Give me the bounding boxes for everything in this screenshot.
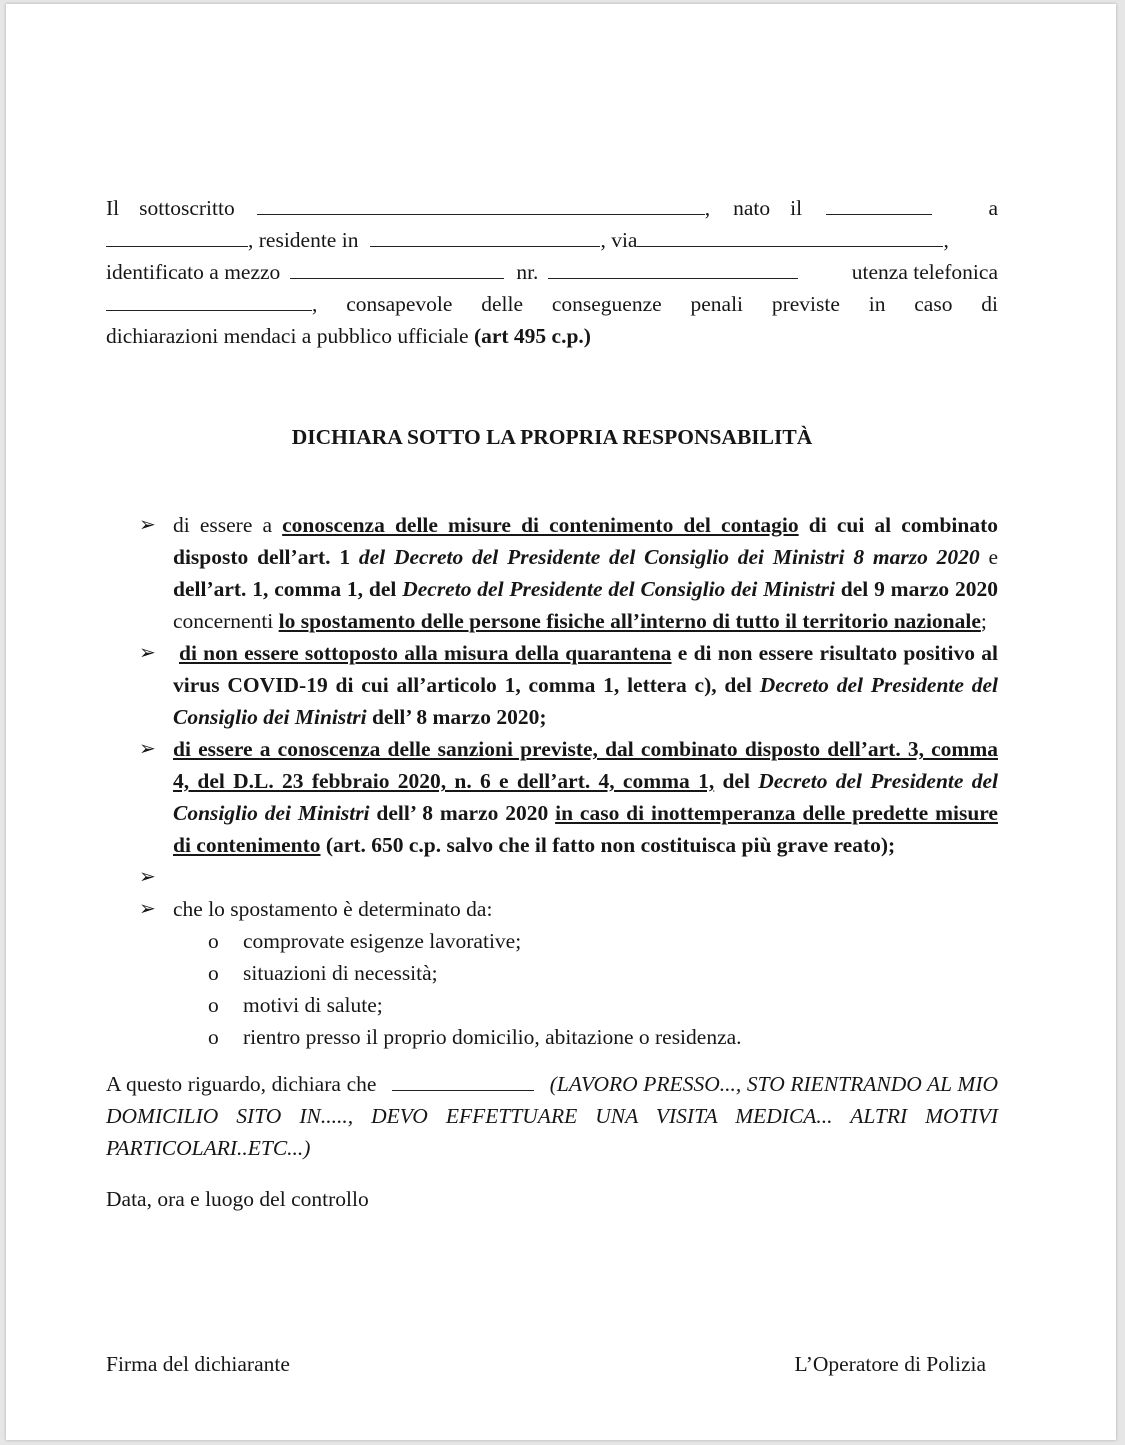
arrow-bullet-icon: ➢ — [139, 514, 156, 536]
reason-option[interactable] — [106, 925, 998, 957]
reason-label: rientro presso il proprio domicilio, abitazione o residenza. — [243, 1025, 742, 1049]
reason-label: situazioni di necessità; — [243, 961, 438, 985]
intro-word: , — [943, 228, 949, 252]
item-text: Decreto del Presidente del Consiglio dei Ministri — [173, 673, 998, 729]
reason-intro: A questo riguardo, dichiara che — [106, 1072, 377, 1096]
intro-word: Il — [106, 196, 120, 220]
birth-date-field[interactable] — [826, 195, 932, 215]
reason-sublist — [106, 925, 998, 1053]
item-text: Decreto del Presidente del Consiglio dei Ministri — [173, 769, 998, 825]
birth-place-field[interactable] — [106, 227, 248, 247]
circle-bullet-icon: o — [208, 993, 219, 1017]
arrow-bullet-icon: ➢ — [139, 642, 156, 664]
item-text: del — [714, 769, 759, 793]
intro-word: identificato a mezzo — [106, 260, 281, 284]
name-field[interactable] — [257, 195, 705, 215]
intro-word: il — [790, 196, 803, 220]
reason-examples: (LAVORO PRESSO..., STO RIENTRANDO AL MIO DOMICILIO SITO IN....., DEVO EFFETTUARE UNA VISITA MEDICA... ALTRI MOTIVI PARTICOLARI..ETC...) — [106, 1072, 999, 1160]
item-text: dell’ 8 marzo 2020; — [366, 705, 547, 729]
item-text: di cui al combinato disposto dell’art. 1 — [173, 513, 998, 569]
phone-field[interactable] — [106, 291, 312, 311]
intro-word: nato — [733, 196, 771, 220]
circle-bullet-icon: o — [208, 1025, 219, 1049]
list-item-empty — [106, 861, 998, 893]
intro-word: nr. — [516, 260, 539, 284]
item-text: di essere a — [173, 513, 283, 537]
arrow-bullet-icon: ➢ — [139, 866, 156, 888]
item-text: di essere a conoscenza delle sanzioni previste, dal combinato disposto dell’art. 3, comma 4, del D.L. 23 febbraio 2020, n. 6 e dell’art. 4, comma 1, — [173, 737, 998, 793]
arrow-bullet-icon: ➢ — [139, 738, 156, 760]
control-date-label: Data, ora e luogo del controllo — [106, 1187, 369, 1211]
item-text: conoscenza delle misure di contenimento del contagio — [282, 513, 799, 537]
item-text: ; — [980, 609, 987, 633]
residence-field[interactable] — [370, 227, 600, 247]
item-text: concernenti — [173, 609, 279, 633]
list-item — [106, 637, 998, 733]
item-text: e — [979, 545, 999, 569]
circle-bullet-icon: o — [208, 961, 219, 985]
list-item — [106, 509, 998, 637]
intro-word: (art 495 c.p.) — [473, 324, 591, 348]
intro-word: dichiarazioni mendaci a pubblico ufficiale — [106, 324, 469, 348]
document-body — [106, 192, 998, 1215]
declaration-title: DICHIARA SOTTO LA PROPRIA RESPONSABILITÀ — [291, 425, 813, 449]
item-text: e di non essere risultato positivo al virus COVID-19 di cui all’articolo 1, comma 1, lettera c), del — [173, 641, 998, 697]
intro-word: , — [704, 196, 711, 220]
item-text: dell’ 8 marzo 2020 — [369, 801, 556, 825]
item-text: del 9 marzo 2020 — [834, 577, 999, 601]
reason-option[interactable] — [106, 957, 998, 989]
item-text: di non essere sottoposto alla misura della quarantena — [179, 641, 672, 665]
intro-word: , residente in — [248, 228, 359, 252]
item-text: lo spostamento delle persone fisiche all’interno di tutto il territorio nazionale — [278, 609, 981, 633]
intro-word: , consapevole delle conseguenze penali previste in caso di — [312, 292, 998, 316]
document-page — [6, 4, 1116, 1440]
street-field[interactable] — [637, 227, 943, 247]
id-document-field[interactable] — [290, 259, 504, 279]
intro-paragraph — [106, 192, 998, 352]
reason-paragraph — [106, 1068, 998, 1164]
list-item — [106, 733, 998, 861]
circle-bullet-icon: o — [208, 929, 219, 953]
declarant-signature-label: Firma del dichiarante — [106, 1352, 290, 1376]
item-text: in caso di inottemperanza delle predette misure di contenimento — [173, 801, 998, 857]
reason-option[interactable] — [106, 1021, 998, 1053]
item-text: dell’art. 1, comma 1, del — [173, 577, 403, 601]
intro-word: sottoscritto — [139, 196, 235, 220]
arrow-bullet-icon: ➢ — [139, 898, 156, 920]
reason-label: motivi di salute; — [243, 993, 383, 1017]
officer-signature-label: L’Operatore di Polizia — [794, 1352, 986, 1376]
declaration-list — [106, 509, 998, 1053]
reason-option[interactable] — [106, 989, 998, 1021]
intro-word: utenza telefonica — [851, 260, 998, 284]
list-item — [106, 893, 998, 925]
item-text: del Decreto del Presidente del Consiglio dei Ministri 8 marzo 2020 — [358, 545, 980, 569]
item-text: che lo spostamento è determinato da: — [173, 897, 493, 921]
item-text: (art. 650 c.p. salvo che il fatto non costituisca più grave reato); — [320, 833, 896, 857]
intro-word: , via — [600, 228, 638, 252]
id-number-field[interactable] — [548, 259, 798, 279]
reason-field[interactable] — [392, 1071, 534, 1091]
intro-word: a — [988, 196, 998, 220]
item-text: Decreto del Presidente del Consiglio dei Ministri — [402, 577, 835, 601]
reason-label: comprovate esigenze lavorative; — [243, 929, 522, 953]
